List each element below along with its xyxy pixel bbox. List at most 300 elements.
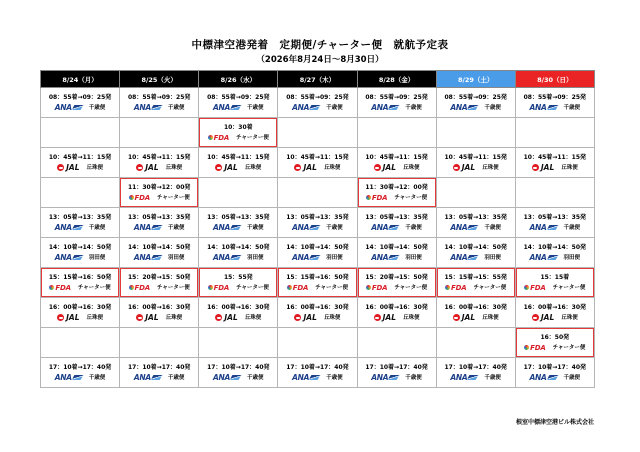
airline-name: JAL xyxy=(66,162,80,172)
flight-route: 千歳便 xyxy=(484,224,501,231)
scheduled-flight xyxy=(120,208,198,237)
flight-cell xyxy=(515,358,594,388)
flight-cell xyxy=(120,178,199,208)
page-title: 中標津空港発着 定期便/チャーター便 就航予定表 xyxy=(191,39,449,51)
ana-swoosh-mark-icon xyxy=(388,375,400,380)
flight-cell xyxy=(120,238,199,268)
ana-swoosh-mark-icon xyxy=(309,255,321,260)
airline-name: ANA xyxy=(529,102,547,112)
flight-time: 08：55着→09：25発 xyxy=(444,93,507,101)
flight-time: 15：20着→15：50発 xyxy=(365,273,428,281)
jal-crane-mark-icon xyxy=(374,314,381,321)
ana-swoosh-icon xyxy=(55,224,82,232)
airline-row xyxy=(213,224,264,232)
airline-row xyxy=(371,374,422,382)
airline-name: ANA xyxy=(292,222,310,232)
ana-swoosh-icon xyxy=(450,374,477,382)
ana-swoosh-mark-icon xyxy=(467,105,479,110)
flight-time: 08：55着→09：25発 xyxy=(207,93,270,101)
ana-swoosh-icon xyxy=(371,224,398,232)
flight-time: 08：55着→09：25発 xyxy=(127,93,191,101)
ana-swoosh-icon xyxy=(450,254,477,262)
flight-time: 16：00着→16：30発 xyxy=(365,303,428,311)
airline-row xyxy=(208,284,269,292)
airline-row xyxy=(55,374,106,382)
ana-swoosh-mark-icon xyxy=(71,225,83,230)
scheduled-flight xyxy=(278,298,356,327)
airline-row xyxy=(292,104,343,112)
scheduled-flight xyxy=(41,88,119,117)
airline-name: ANA xyxy=(133,252,151,262)
flight-cell xyxy=(41,208,120,238)
airline-name: FDA xyxy=(530,283,546,292)
airline-row xyxy=(294,164,340,172)
flight-route: 丘珠便 xyxy=(402,164,420,171)
ana-swoosh-mark-icon xyxy=(546,255,558,260)
flight-time: 17：10着→17：40発 xyxy=(127,363,191,371)
fda-mark-icon xyxy=(208,134,229,142)
flight-route: チャーター便 xyxy=(473,284,507,291)
charter-flight xyxy=(41,268,119,297)
schedule-row xyxy=(41,358,595,388)
flight-time: 16：00着→16：30発 xyxy=(286,303,349,311)
flight-time: 17：10着→17：40発 xyxy=(286,363,349,371)
scheduled-flight xyxy=(120,238,198,267)
flight-route: 千歳便 xyxy=(563,224,581,231)
jal-crane-icon xyxy=(532,314,554,322)
flight-cell xyxy=(515,298,594,328)
ana-swoosh-icon xyxy=(371,104,398,112)
jal-crane-mark-icon xyxy=(453,164,460,171)
flight-time: 08：55着→09：25発 xyxy=(286,93,349,101)
fda-mark-icon xyxy=(287,284,308,292)
jal-crane-icon xyxy=(532,164,554,172)
ana-swoosh-icon xyxy=(213,254,240,262)
airline-row xyxy=(530,224,581,232)
day-header: 8/29（土） xyxy=(436,71,515,88)
ana-swoosh-icon xyxy=(55,374,82,382)
flight-cell xyxy=(41,88,120,118)
fda-mark-icon xyxy=(49,284,70,292)
ana-swoosh-mark-icon xyxy=(309,225,321,230)
flight-cell xyxy=(120,358,199,388)
airline-name: ANA xyxy=(371,372,389,382)
scheduled-flight xyxy=(516,298,594,327)
ana-swoosh-icon xyxy=(450,224,477,232)
jal-crane-mark-icon xyxy=(294,314,301,321)
flight-cell xyxy=(41,148,120,178)
flight-time: 08：55着→09：25発 xyxy=(365,93,428,101)
flight-route: チャーター便 xyxy=(156,194,190,201)
schedule-body xyxy=(41,88,595,388)
ana-swoosh-icon xyxy=(134,254,161,262)
airline-row xyxy=(129,194,190,202)
airline-name: FDA xyxy=(371,283,388,292)
flight-cell xyxy=(278,148,357,178)
flight-route: 千歳便 xyxy=(484,374,501,381)
flight-cell xyxy=(278,238,357,268)
flight-route: 千歳便 xyxy=(88,224,106,231)
flight-cell xyxy=(357,238,436,268)
flight-time: 15：55発 xyxy=(223,273,253,281)
charter-flight xyxy=(199,268,277,297)
airline-row xyxy=(445,284,506,292)
airline-row xyxy=(374,164,420,172)
jal-crane-icon xyxy=(215,314,237,322)
flight-route: チャーター便 xyxy=(236,284,269,291)
schedule-row xyxy=(41,148,595,178)
flight-time: 15：15着→16：50発 xyxy=(48,273,112,281)
jal-crane-mark-icon xyxy=(374,164,381,171)
flight-route: チャーター便 xyxy=(394,284,428,291)
airline-name: ANA xyxy=(450,222,468,232)
day-header: 8/25（火） xyxy=(120,71,199,88)
flight-route: 千歳便 xyxy=(88,374,106,381)
scheduled-flight xyxy=(358,148,436,177)
flight-cell xyxy=(41,298,120,328)
airline-row xyxy=(532,314,578,322)
scheduled-flight xyxy=(120,148,198,177)
flight-cell xyxy=(278,208,357,238)
airline-name: JAL xyxy=(540,162,555,172)
airline-name: ANA xyxy=(54,372,72,382)
flight-time: 17：10着→17：40発 xyxy=(207,363,270,371)
airline-row xyxy=(213,104,264,112)
scheduled-flight xyxy=(437,88,515,117)
airline-name: JAL xyxy=(382,162,396,172)
flight-cell xyxy=(357,208,436,238)
schedule-row xyxy=(41,328,595,358)
flight-time: 14：10着→14：50発 xyxy=(286,243,349,251)
flight-time: 14：10着→14：50発 xyxy=(48,243,112,251)
flight-route: 千歳便 xyxy=(247,104,264,111)
empty-cell xyxy=(278,118,357,148)
flight-time: 10：45着→11：15発 xyxy=(523,153,587,161)
airline-name: ANA xyxy=(54,252,72,262)
jal-crane-icon xyxy=(215,164,237,172)
airline-name: FDA xyxy=(292,283,309,292)
empty-cell xyxy=(120,118,199,148)
airline-row xyxy=(371,224,422,232)
ana-swoosh-icon xyxy=(292,374,319,382)
schedule-table xyxy=(40,70,595,388)
airline-row xyxy=(530,254,581,262)
fda-color-mark-icon xyxy=(129,285,134,290)
empty-cell xyxy=(357,118,436,148)
charter-flight xyxy=(120,268,198,297)
flight-time: 08：55着→09：25発 xyxy=(48,93,112,101)
charter-flight xyxy=(358,178,436,207)
jal-crane-icon xyxy=(57,164,79,172)
scheduled-flight xyxy=(358,298,436,327)
airline-row xyxy=(213,254,264,262)
flight-route: 丘珠便 xyxy=(323,164,341,171)
scheduled-flight xyxy=(278,88,356,117)
scheduled-flight xyxy=(41,148,119,177)
ana-swoosh-icon xyxy=(371,254,398,262)
airline-name: ANA xyxy=(133,102,151,112)
flight-time: 08：55着→09：25発 xyxy=(523,93,587,101)
flight-cell xyxy=(120,148,199,178)
jal-crane-mark-icon xyxy=(136,164,143,171)
jal-crane-mark-icon xyxy=(532,164,539,171)
flight-route: 千歳便 xyxy=(563,104,581,111)
airline-row xyxy=(129,284,190,292)
flight-route: 千歳便 xyxy=(167,104,185,111)
airline-name: FDA xyxy=(134,193,150,202)
flight-time: 13：05着→13：35発 xyxy=(365,213,428,221)
scheduled-flight xyxy=(437,298,515,327)
flight-route: 羽田便 xyxy=(484,254,501,261)
scheduled-flight xyxy=(358,358,436,387)
flight-cell xyxy=(436,88,515,118)
airline-row xyxy=(49,284,110,292)
ana-swoosh-mark-icon xyxy=(388,255,400,260)
empty-cell xyxy=(436,118,515,148)
flight-cell xyxy=(199,208,278,238)
empty-cell xyxy=(120,328,199,358)
airline-row xyxy=(450,104,501,112)
ana-swoosh-icon xyxy=(292,254,319,262)
ana-swoosh-mark-icon xyxy=(546,225,558,230)
scheduled-flight xyxy=(437,238,515,267)
ana-swoosh-icon xyxy=(530,254,557,262)
flight-time: 13：05着→13：35発 xyxy=(523,213,587,221)
flight-time: 10：30着 xyxy=(223,123,253,131)
airline-name: FDA xyxy=(213,283,230,292)
fda-color-mark-icon xyxy=(524,345,529,350)
flight-route: 千歳便 xyxy=(326,224,343,231)
airline-name: ANA xyxy=(292,252,310,262)
flight-route: チャーター便 xyxy=(236,134,269,141)
airline-row xyxy=(136,164,182,172)
flight-route: 羽田便 xyxy=(247,254,264,261)
scheduled-flight xyxy=(199,238,277,267)
ana-swoosh-icon xyxy=(292,224,319,232)
scheduled-flight xyxy=(41,358,119,387)
flight-cell xyxy=(199,358,278,388)
flight-time: 13：05着→13：35発 xyxy=(127,213,191,221)
scheduled-flight xyxy=(358,208,436,237)
airline-row xyxy=(134,104,185,112)
flight-time: 15：15着 xyxy=(540,273,570,281)
flight-cell xyxy=(278,268,357,298)
fda-mark-icon xyxy=(366,284,387,292)
airline-name: ANA xyxy=(529,372,547,382)
flight-route: 丘珠便 xyxy=(244,314,262,321)
airline-name: JAL xyxy=(145,312,159,322)
airline-row xyxy=(208,134,269,142)
flight-time: 11：30着→12：00発 xyxy=(365,183,428,191)
ana-swoosh-icon xyxy=(292,104,319,112)
schedule-row xyxy=(41,178,595,208)
airline-name: ANA xyxy=(213,222,231,232)
scheduled-flight xyxy=(199,208,277,237)
flight-route: 千歳便 xyxy=(405,374,422,381)
airline-name: JAL xyxy=(461,312,476,322)
scheduled-flight xyxy=(120,358,198,387)
scheduled-flight xyxy=(199,148,277,177)
flight-route: 羽田便 xyxy=(167,254,185,261)
flight-time: 10：45着→11：15発 xyxy=(207,153,270,161)
scheduled-flight xyxy=(278,238,356,267)
flight-cell xyxy=(199,298,278,328)
jal-crane-mark-icon xyxy=(57,164,64,171)
flight-route: 千歳便 xyxy=(247,374,264,381)
airline-name: JAL xyxy=(66,312,80,322)
airline-row xyxy=(292,254,343,262)
scheduled-flight xyxy=(437,148,515,177)
airline-row xyxy=(366,284,427,292)
airline-name: ANA xyxy=(292,102,310,112)
airline-name: JAL xyxy=(461,162,476,172)
flight-route: 丘珠便 xyxy=(482,164,499,171)
flight-cell xyxy=(436,238,515,268)
fda-color-mark-icon xyxy=(49,285,54,290)
flight-time: 15：20着→15：50発 xyxy=(127,273,191,281)
jal-crane-mark-icon xyxy=(57,314,64,321)
flight-route: 羽田便 xyxy=(405,254,422,261)
scheduled-flight xyxy=(199,358,277,387)
flight-time: 10：45着→11：15発 xyxy=(444,153,507,161)
ana-swoosh-mark-icon xyxy=(150,225,162,230)
jal-crane-mark-icon xyxy=(215,314,222,321)
airline-name: FDA xyxy=(134,283,150,292)
empty-cell xyxy=(278,178,357,208)
fda-color-mark-icon xyxy=(366,285,371,290)
airline-row xyxy=(366,194,427,202)
flight-cell xyxy=(436,208,515,238)
jal-crane-icon xyxy=(374,164,396,172)
ana-swoosh-icon xyxy=(213,104,240,112)
ana-swoosh-icon xyxy=(134,224,161,232)
airline-name: ANA xyxy=(133,222,151,232)
flight-time: 10：45着→11：15発 xyxy=(365,153,428,161)
fda-color-mark-icon xyxy=(129,195,134,200)
flight-time: 10：45着→11：15発 xyxy=(286,153,349,161)
ana-swoosh-icon xyxy=(530,104,557,112)
flight-cell xyxy=(436,268,515,298)
flight-cell xyxy=(41,268,120,298)
airline-row xyxy=(453,314,499,322)
airline-name: ANA xyxy=(213,252,231,262)
flight-time: 16：00着→16：30発 xyxy=(127,303,191,311)
airline-row xyxy=(292,374,343,382)
airline-name: FDA xyxy=(55,283,71,292)
ana-swoosh-icon xyxy=(371,374,398,382)
scheduled-flight xyxy=(41,208,119,237)
flight-route: 千歳便 xyxy=(167,224,185,231)
airline-name: FDA xyxy=(530,343,546,352)
scheduled-flight xyxy=(516,148,594,177)
flight-cell xyxy=(357,88,436,118)
ana-swoosh-icon xyxy=(450,104,477,112)
flight-time: 17：10着→17：40発 xyxy=(523,363,587,371)
flight-cell xyxy=(199,88,278,118)
ana-swoosh-icon xyxy=(213,374,240,382)
ana-swoosh-mark-icon xyxy=(71,255,83,260)
scheduled-flight xyxy=(120,88,198,117)
scheduled-flight xyxy=(437,358,515,387)
ana-swoosh-mark-icon xyxy=(150,375,162,380)
airline-name: ANA xyxy=(529,252,547,262)
airline-row xyxy=(134,254,185,262)
flight-time: 11：30着→12：00発 xyxy=(127,183,191,191)
flight-time: 14：10着→14：50発 xyxy=(365,243,428,251)
flight-route: 千歳便 xyxy=(484,104,501,111)
airline-row xyxy=(55,254,106,262)
flight-route: チャーター便 xyxy=(552,344,586,351)
flight-route: 千歳便 xyxy=(405,104,422,111)
empty-cell xyxy=(278,328,357,358)
ana-swoosh-mark-icon xyxy=(546,375,558,380)
flight-route: 千歳便 xyxy=(326,374,343,381)
flight-cell xyxy=(436,358,515,388)
ana-swoosh-mark-icon xyxy=(150,105,162,110)
airline-row xyxy=(215,314,261,322)
ana-swoosh-icon xyxy=(134,104,161,112)
ana-swoosh-icon xyxy=(55,104,82,112)
flight-time: 14：10着→14：50発 xyxy=(523,243,587,251)
jal-crane-mark-icon xyxy=(532,314,539,321)
airline-row xyxy=(213,374,264,382)
flight-cell xyxy=(278,298,357,328)
scheduled-flight xyxy=(199,88,277,117)
flight-route: 羽田便 xyxy=(326,254,343,261)
flight-time: 10：45着→11：15発 xyxy=(127,153,191,161)
ana-swoosh-mark-icon xyxy=(230,225,242,230)
scheduled-flight xyxy=(516,208,594,237)
flight-cell xyxy=(515,148,594,178)
jal-crane-icon xyxy=(294,314,316,322)
flight-time: 13：05着→13：35発 xyxy=(48,213,112,221)
fda-mark-icon xyxy=(129,284,150,292)
scheduled-flight xyxy=(516,88,594,117)
flight-route: 千歳便 xyxy=(563,374,581,381)
flight-cell xyxy=(515,208,594,238)
flight-cell xyxy=(357,178,436,208)
fda-mark-icon xyxy=(129,194,150,202)
airline-row xyxy=(371,254,422,262)
airline-name: JAL xyxy=(145,162,159,172)
flight-time: 14：10着→14：50発 xyxy=(207,243,270,251)
ana-swoosh-mark-icon xyxy=(467,375,479,380)
day-header: 8/27（木） xyxy=(278,71,357,88)
charter-flight xyxy=(358,268,436,297)
flight-time: 16：00着→16：30発 xyxy=(444,303,507,311)
flight-route: 丘珠便 xyxy=(323,314,341,321)
ana-swoosh-icon xyxy=(530,224,557,232)
airline-row xyxy=(134,374,185,382)
flight-route: 丘珠便 xyxy=(561,164,578,171)
flight-cell xyxy=(120,208,199,238)
airline-name: JAL xyxy=(303,312,317,322)
schedule-row xyxy=(41,268,595,298)
airline-name: ANA xyxy=(450,372,468,382)
charter-flight xyxy=(516,328,594,357)
flight-cell xyxy=(120,88,199,118)
fda-color-mark-icon xyxy=(208,135,213,140)
flight-time: 17：10着→17：40発 xyxy=(48,363,112,371)
jal-crane-mark-icon xyxy=(294,164,301,171)
flight-time: 14：10着→14：50発 xyxy=(127,243,191,251)
airline-name: FDA xyxy=(371,193,388,202)
empty-cell xyxy=(436,178,515,208)
flight-cell xyxy=(199,118,278,148)
airline-row xyxy=(453,164,499,172)
fda-mark-icon xyxy=(208,284,229,292)
flight-route: チャーター便 xyxy=(315,284,349,291)
